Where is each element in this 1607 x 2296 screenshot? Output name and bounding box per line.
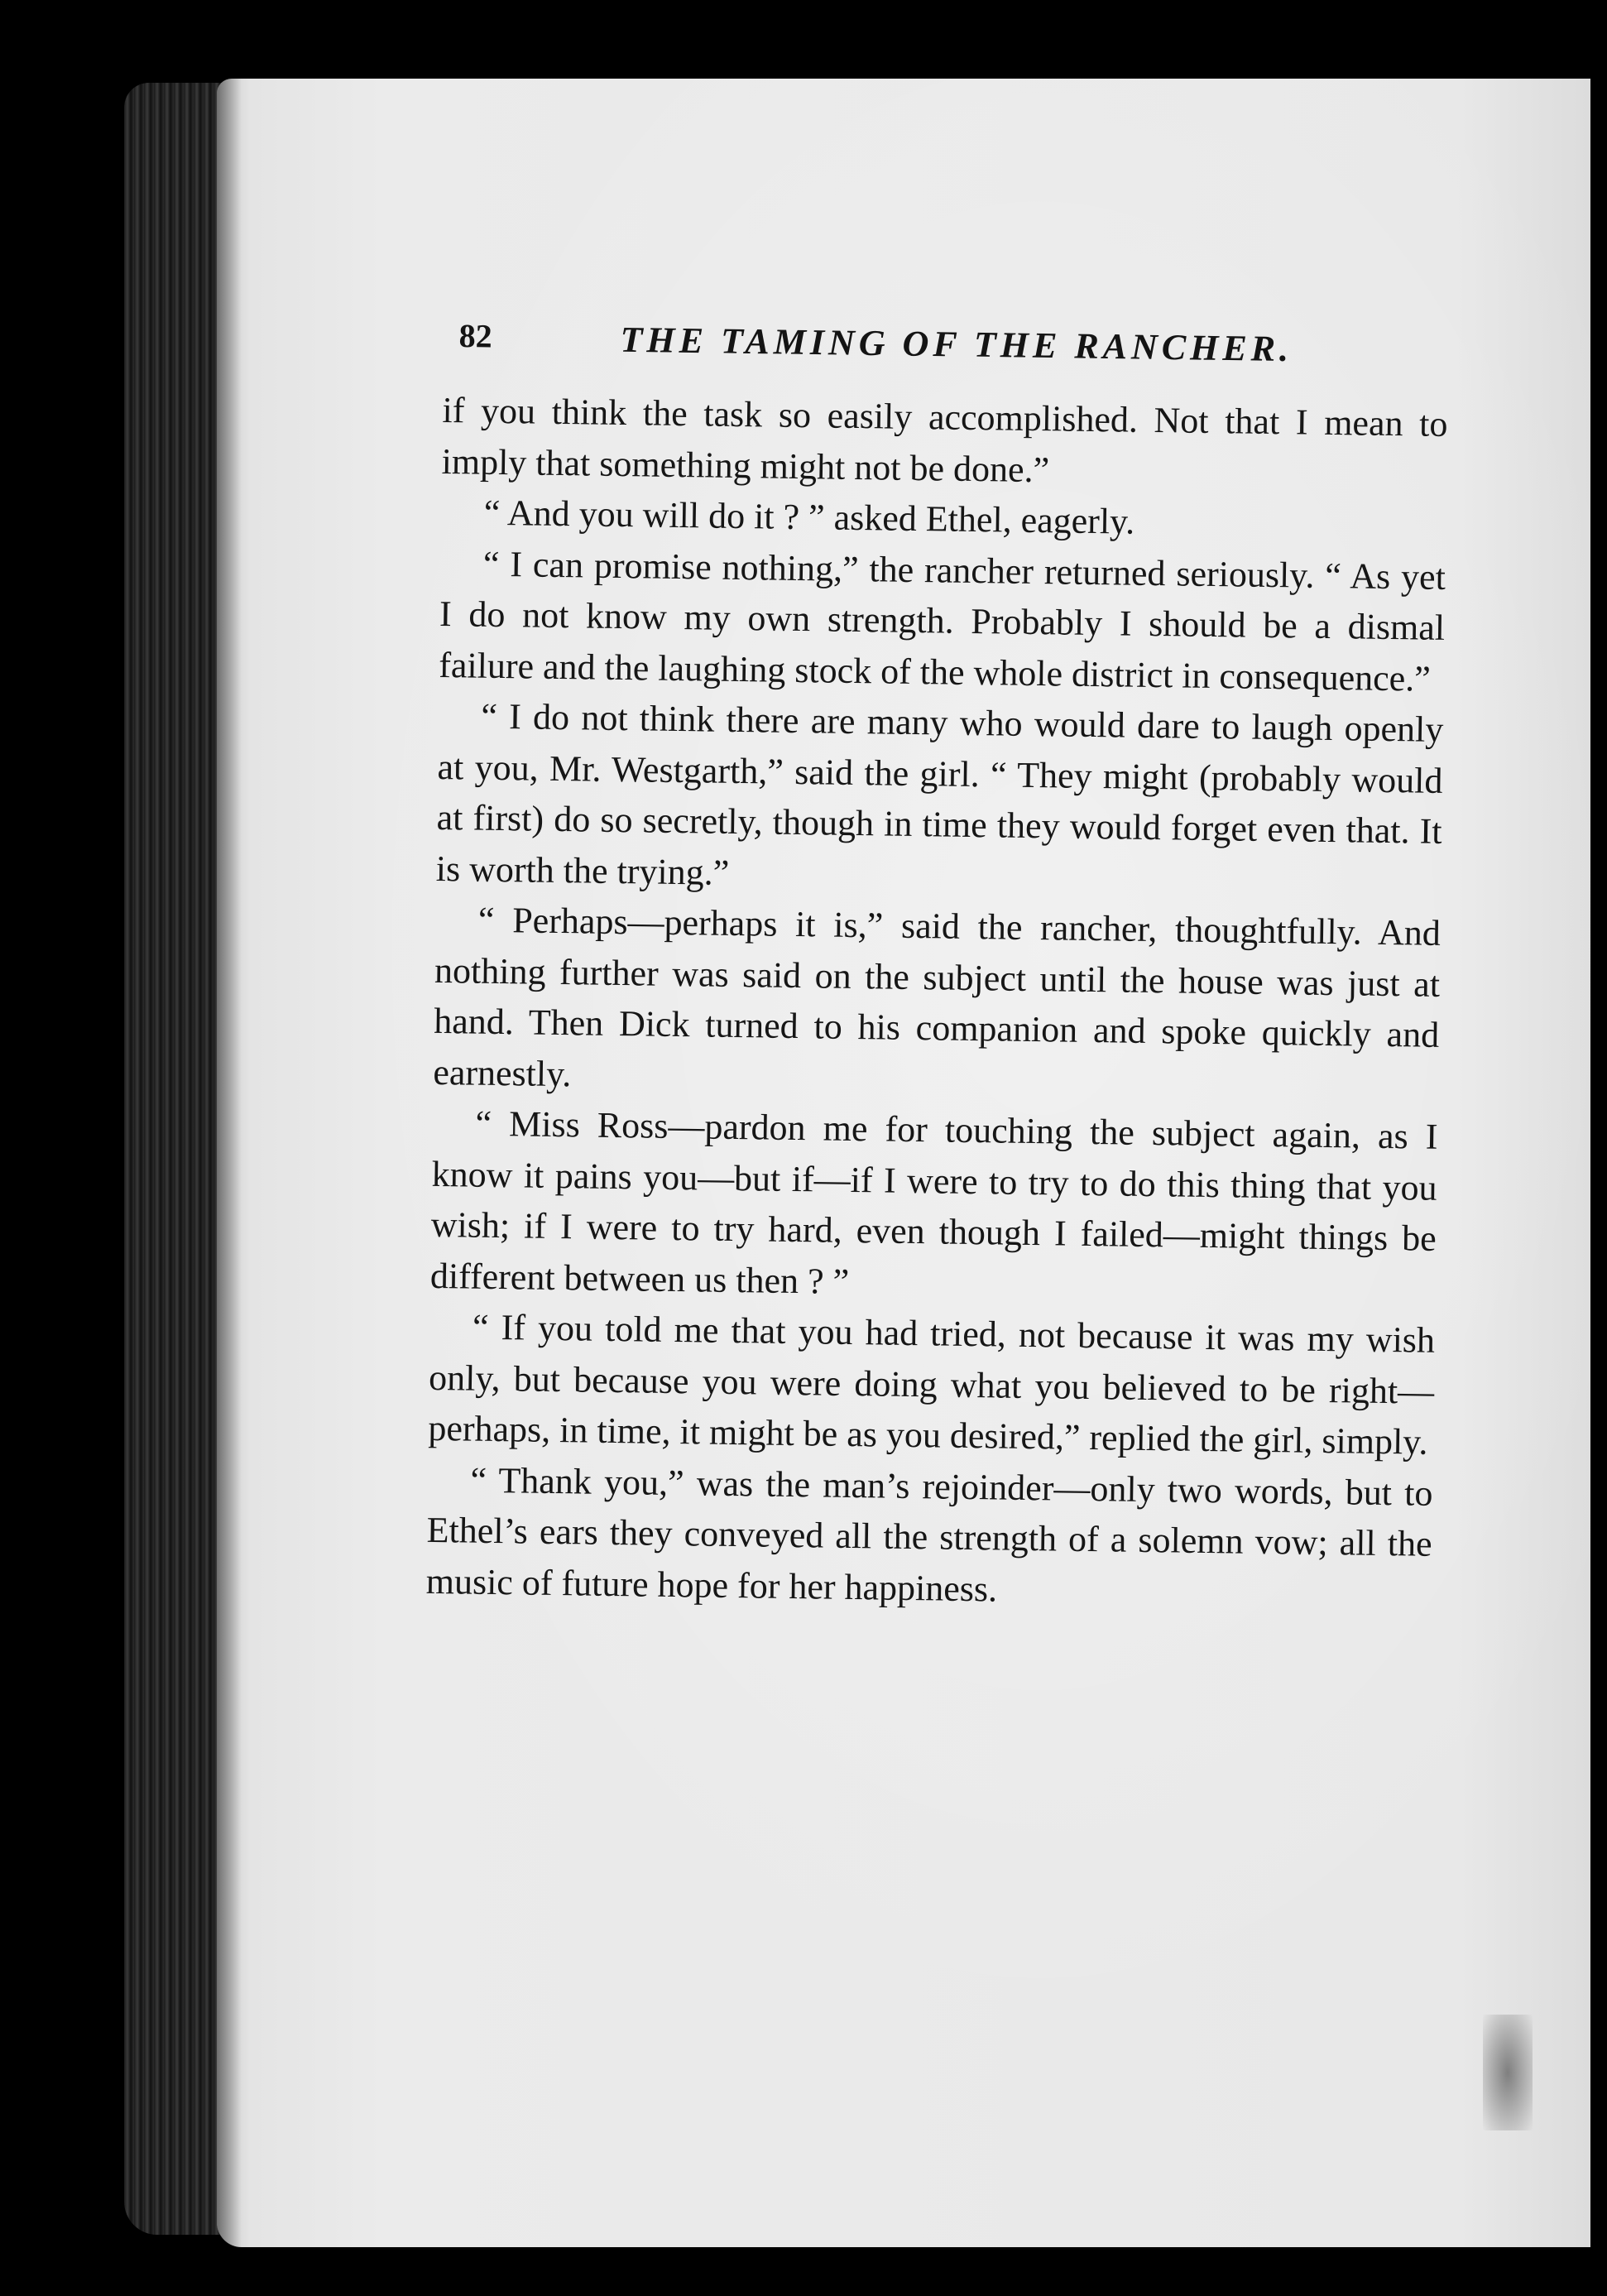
scan-smudge (1483, 2015, 1533, 2130)
body-text (425, 385, 1447, 1621)
paragraph: “ If you told me that you had tried, not because it was my wish only, but because you were doing what you believed to be right—perhaps, in time, it might be as you desired,” replied the girl, simply. (428, 1306, 1436, 1463)
paragraph: “ Thank you,” was the man’s rejoinder—only two words, but to Ethel’s ears they conveyed all the strength of a solemn vow; all the music of future hope for her happiness. (425, 1459, 1433, 1609)
paragraph: “ Perhaps—perhaps it is,” said the rancher, thoughtfully. And nothing further was said on the subject until the house was just at hand. Then Dick turned to his companion and spoke quickly and earnestly. (433, 899, 1442, 1094)
paragraph: if you think the task so easily accomplished. Not that I mean to imply that something might not be done.” (441, 389, 1448, 490)
paragraph: “ I do not think there are many who would dare to laugh openly at you, Mr. Westgarth,” said the girl. “ They might (probably would at first) do so secretly, though in time they would forget even that. It is worth the trying.” (435, 695, 1444, 893)
paragraph: “ Miss Ross—pardon me for touching the subject again, as I know it pains you—but if—if I were to try to do this thing that you wish; if I were to try hard, even though I failed—might things be different between us then ? ” (429, 1102, 1438, 1302)
page-gutter-shadow (217, 79, 242, 2247)
paragraph: “ I can promise nothing,” the rancher returned seriously. “ As yet I do not know my own strength. Probably I should be a dismal failure and the laughing stock of the whole district in consequence.” (438, 543, 1446, 699)
running-title: THE TAMING OF THE RANCHER. (620, 319, 1293, 370)
page-number: 82 (458, 316, 492, 355)
paragraph: “ And you will do it ? ” asked Ethel, eagerly. (483, 492, 1135, 542)
